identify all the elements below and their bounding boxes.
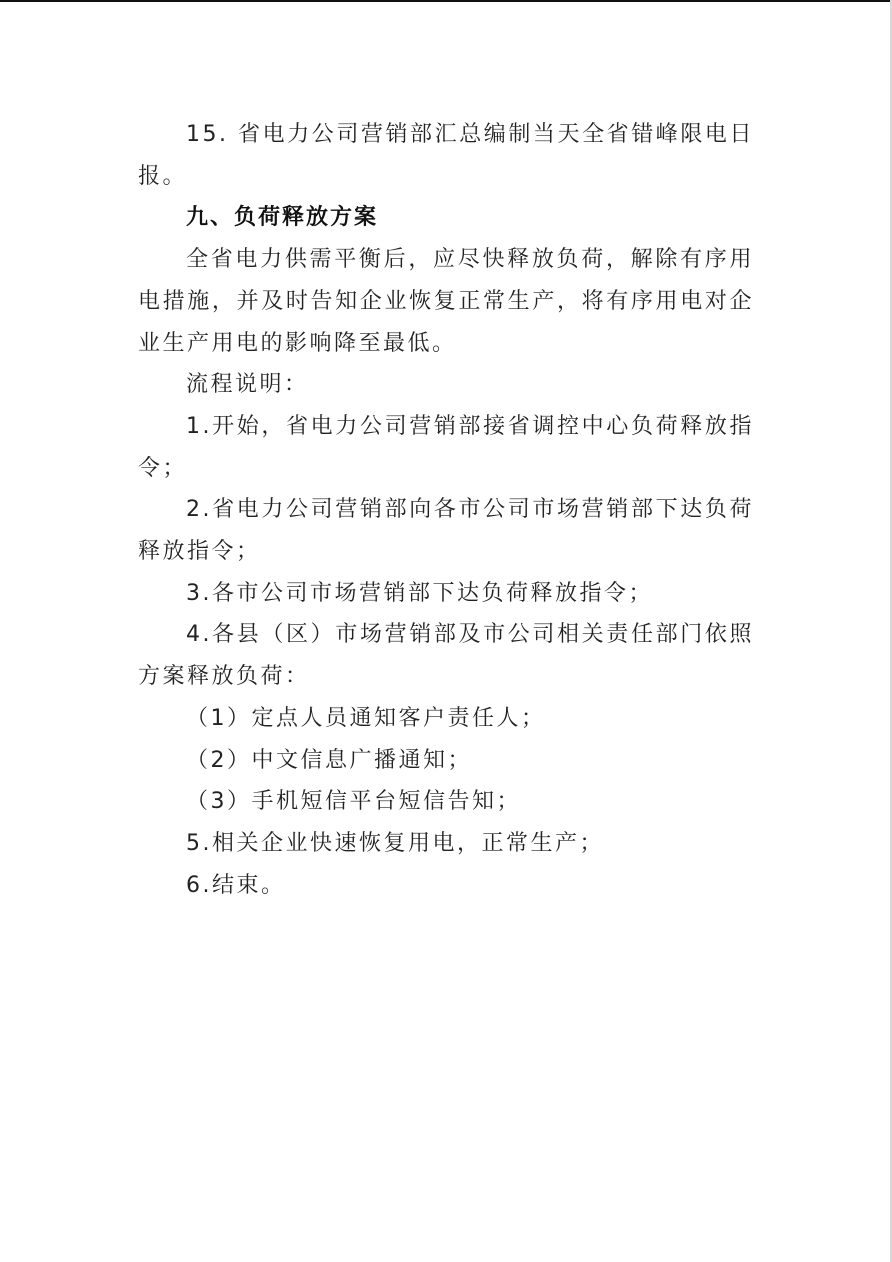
step-3: 3.各市公司市场营销部下达负荷释放指令； [186,580,653,606]
section-heading-9: 九、负荷释放方案 [186,205,379,231]
step-1: 1.开始，省电力公司营销部接省调控中心负荷释放指令； [138,413,754,481]
document-body [138,114,754,906]
paragraph-intro: 全省电力供需平衡后，应尽快释放负荷，解除有序用电措施，并及时告知企业恢复正常生产，将有序用电对企业生产用电的影响降至最低。 [138,247,754,356]
paragraph-item-15: 15. 省电力公司营销部汇总编制当天全省错峰限电日报。 [138,122,754,189]
step-4: 4.各县（区）市场营销部及市公司相关责任部门依照方案释放负荷： [138,622,754,690]
step-4-sub-2: （2）中文信息广播通知； [186,747,472,773]
step-4-sub-1: （1）定点人员通知客户责任人； [186,705,546,731]
top-border-line [0,0,892,2]
step-5: 5.相关企业快速恢复用电，正常生产； [186,830,604,856]
paragraph-process-label: 流程说明： [186,372,309,398]
step-6: 6.结束。 [186,872,286,898]
step-2: 2.省电力公司营销部向各市公司市场营销部下达负荷释放指令； [138,497,754,565]
step-4-sub-3: （3）手机短信平台短信告知； [186,789,521,815]
